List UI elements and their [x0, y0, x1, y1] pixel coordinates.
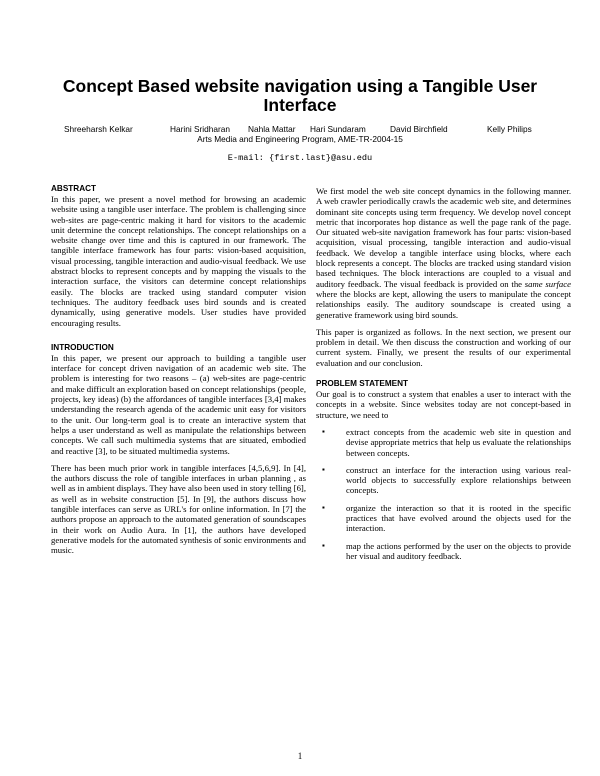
- author-name: Nahla Mattar: [248, 124, 296, 134]
- abstract-heading: ABSTRACT: [51, 184, 97, 193]
- intro-text: where the blocks are kept, allowing the users to manipulate the concept relationships easily. The auditory soundscape is created using a generative framework using bird sounds.: [316, 288, 571, 320]
- author-name: Hari Sundaram: [310, 124, 366, 134]
- bullet-icon: ▪: [322, 502, 325, 512]
- intro-paragraph: [316, 186, 571, 320]
- author-name: David Birchfield: [390, 124, 448, 134]
- emphasis-text: same surface: [524, 278, 571, 289]
- affiliation: Arts Media and Engineering Program, AME-TR-2004-15: [197, 134, 403, 144]
- intro-text: We first model the web site concept dynamics in the following manner. A web crawler periodically crawls the academic web site, and determines dominant site concepts using term frequency. We develop novel concept metric that incorporates hop distance as well the page rank of the page. Our situated web-site navigation framework has four parts: vision-based acquisition, visual processing, tangible interaction and audio-visual feedback. We develop a tangible interface using blocks, where each block represents a concept. The blocks are tracked using standard vision based techniques. The block interactions are coupled to a visual and auditory feedback. The visual feedback is provided on the: [316, 186, 571, 289]
- author-name: Kelly Philips: [487, 124, 532, 134]
- intro-paragraph: In this paper, we present our approach to building a tangible user interface for concept driven navigation of an academic web site. The problem is interesting for two reasons – (a) web-sites are page-centric and make difficult an exploration based on concept relationships (people, projects, key ideas) (b) the affordances of tangible interfaces [3,4] makes understanding the research agenda of the academic unit easy for visitors to the unit. Our long-term goal is to create an interactive system that helps a user understand as well as manipulate the relationships between concepts. We call such multimedia systems that are situated, embodied and reactive [3], to be situated multimedia systems.: [51, 352, 306, 456]
- right-column: [316, 186, 571, 568]
- introduction-heading: INTRODUCTION: [51, 342, 114, 352]
- list-item: [316, 541, 571, 562]
- goal-list: [316, 427, 571, 561]
- left-column: [51, 184, 306, 563]
- bullet-icon: ▪: [322, 464, 325, 474]
- list-item-text: organize the interaction so that it is rooted in the specific practices that have evolved around the objects used for the interaction.: [346, 502, 571, 534]
- author-name: Harini Sridharan: [170, 124, 230, 134]
- list-item: [316, 465, 571, 496]
- paper-title: Concept Based website navigation using a Tangible User Interface: [62, 76, 538, 115]
- problem-statement-heading: PROBLEM STATEMENT: [316, 379, 409, 389]
- problem-text: Our goal is to construct a system that enables a user to interact with the concepts in a website. Since websites today are not concept-based in structure, we need to: [316, 389, 571, 420]
- list-item-text: map the actions performed by the user on the objects to provide her visual and auditory feedback.: [346, 540, 571, 561]
- list-item: [316, 427, 571, 458]
- bullet-icon: ▪: [322, 426, 325, 436]
- list-item-text: construct an interface for the interaction using various real-world objects to successfully explore relationships between concepts.: [346, 464, 571, 496]
- intro-paragraph: There has been much prior work in tangible interfaces [4,5,6,9]. In [4], the authors discuss the role of tangible interfaces in urban planning , as well as in ambient displays. They have also been used in story telling [6], as well as in website construction [5]. In [9], the authors discuss how tangible interfaces can serve as URL's for online information. In [7] the authors propose an approach to the automated generation of soundscapes in their work on Audio Aura. In [1], the authors have developed generative models for the automated synthesis of sonic environments and music.: [51, 462, 307, 556]
- bullet-icon: ▪: [322, 540, 325, 550]
- page-number: 1: [297, 751, 303, 761]
- author-name: Shreeharsh Kelkar: [64, 124, 133, 134]
- abstract-text: In this paper, we present a novel method for browsing an academic website using a tangible user interface. The problem is challenging since web-sites are page-centric making it hard for visitors to the academic unit determine the concept relationships. The concept relationships on a website change over time and this is captured in our framework. The tangible interface framework has four parts: vision-based acquisition, visual processing, tangible interaction and audio-visual feedback. We use abstract blocks to represent concepts and by mapping the visuals to the interaction surface, the visitors can determine concept relationships easily. The blocks are tracked using standard computer vision techniques. The auditory feedback uses bird sounds and is created dynamically, using generative models. User studies have provided encouraging results.: [51, 194, 306, 328]
- intro-paragraph: This paper is organized as follows. In the next section, we present our problem in detail. We then discuss the construction and working of our current system. Finally, we present the results of our experimental evaluation and our conclusion.: [316, 326, 571, 368]
- contact-email: E-mail: {first.last}@asu.edu: [227, 153, 373, 163]
- list-item: [316, 503, 571, 534]
- list-item-text: extract concepts from the academic web site in question and devise appropriate metrics that help us evaluate the relationships between concepts.: [346, 426, 571, 458]
